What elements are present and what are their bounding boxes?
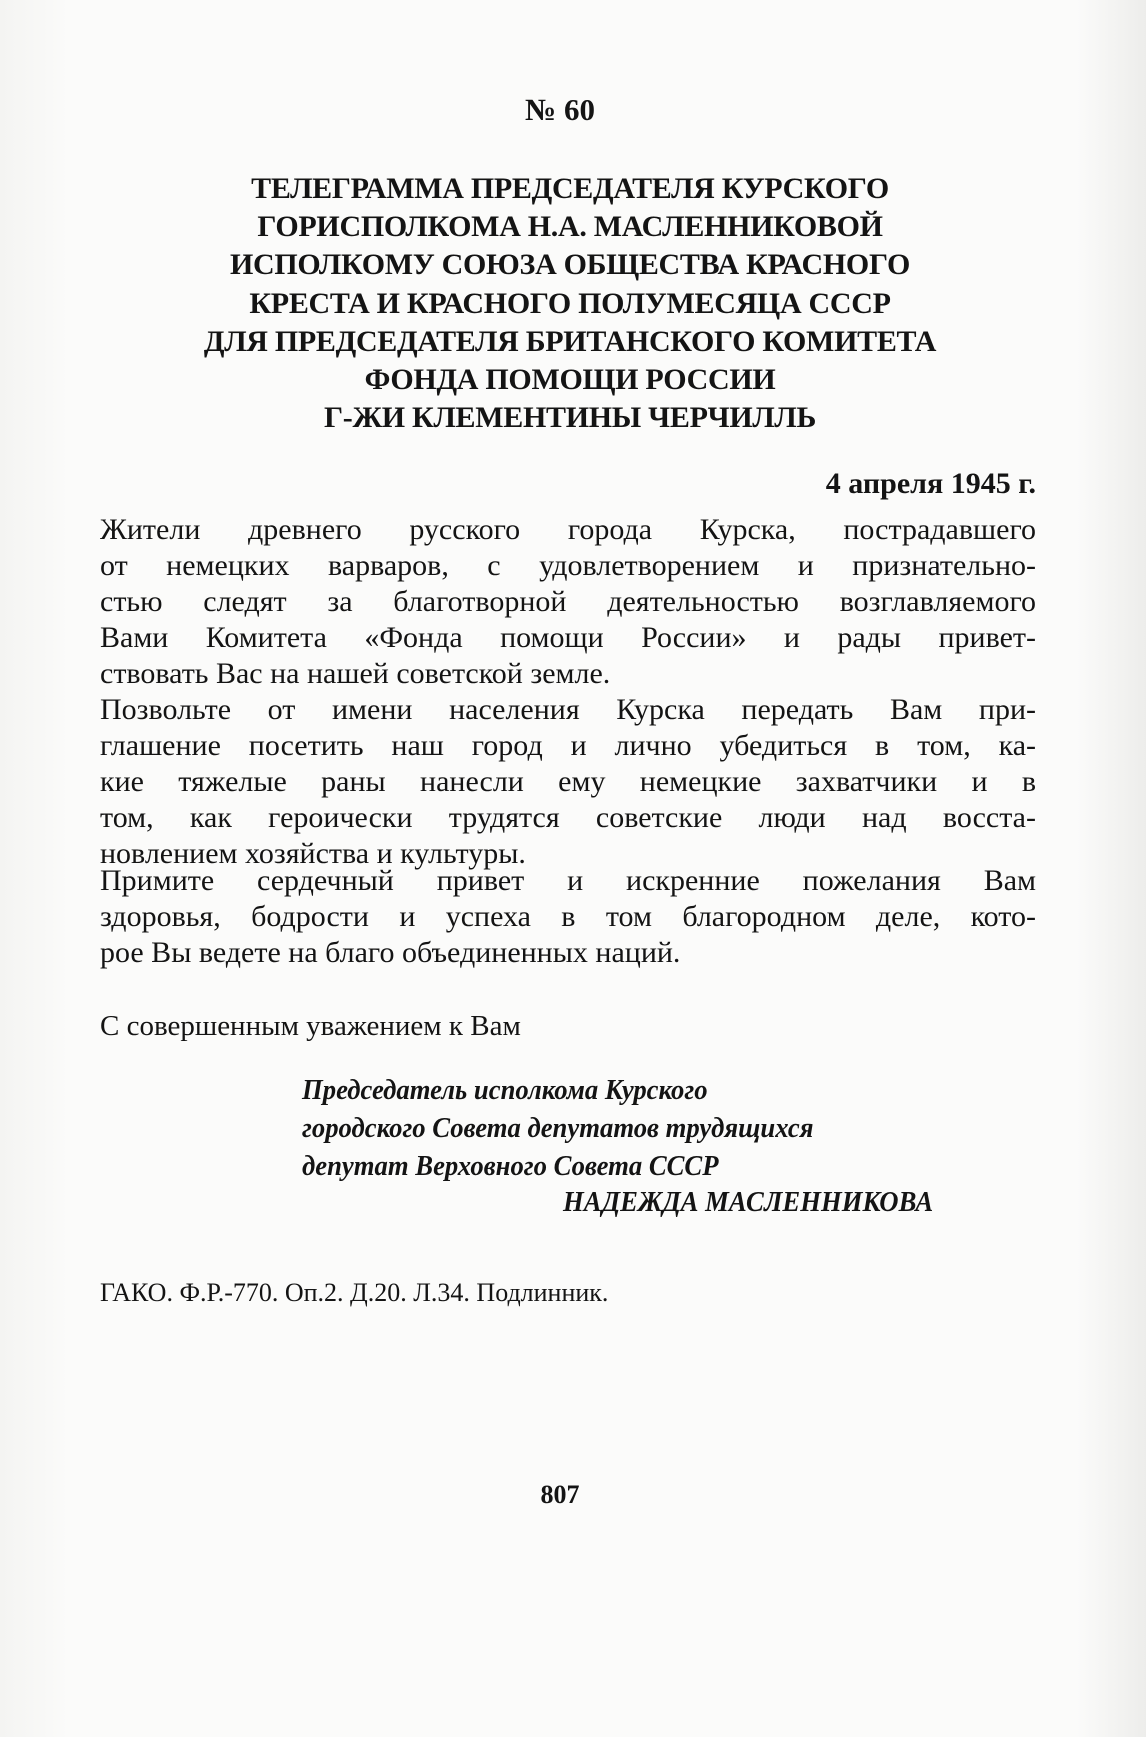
signature-name: НАДЕЖДА МАСЛЕННИКОВА <box>563 1186 934 1218</box>
body-line: Примите сердечный привет и искренние пожелания Вам <box>100 864 1036 897</box>
body-line: глашение посетить наш город и лично убедиться в том, ка- <box>100 729 1036 762</box>
title-line: ТЕЛЕГРАММА ПРЕДСЕДАТЕЛЯ КУРСКОГО <box>251 172 889 205</box>
title-line: ГОРИСПОЛКОМА Н.А. МАСЛЕННИКОВОЙ <box>257 210 883 243</box>
page-number: 807 <box>540 1480 580 1509</box>
document-number: № 60 <box>525 92 595 127</box>
title-line: ФОНДА ПОМОЩИ РОССИИ <box>364 363 776 396</box>
body-line: Позвольте от имени населения Курска передать Вам при- <box>100 693 1036 726</box>
body-line: том, как героически трудятся советские люди над восста- <box>100 801 1036 834</box>
title-line: Г-ЖИ КЛЕМЕНТИНЫ ЧЕРЧИЛЛЬ <box>323 401 817 434</box>
title-line: КРЕСТА И КРАСНОГО ПОЛУМЕСЯЦА СССР <box>249 287 891 320</box>
signature-line: городского Совета депутатов трудящихся <box>302 1112 814 1144</box>
archive-source: ГАКО. Ф.Р.-770. Оп.2. Д.20. Л.34. Подлинник. <box>100 1278 609 1307</box>
title-line: ДЛЯ ПРЕДСЕДАТЕЛЯ БРИТАНСКОГО КОМИТЕТА <box>203 325 937 358</box>
body-line: от немецких варваров, с удовлетворением и признательно- <box>100 549 1036 582</box>
document-date: 4 апреля 1945 г. <box>825 467 1036 500</box>
body-line: Жители древнего русского города Курска, пострадавшего <box>100 513 1036 546</box>
body-line: кие тяжелые раны нанесли ему немецкие захватчики и в <box>100 765 1036 798</box>
closing-line: С совершенным уважением к Вам <box>100 1010 521 1042</box>
body-line: Вами Комитета «Фонда помощи России» и рады привет- <box>100 621 1036 654</box>
body-line: ствовать Вас на нашей советской земле. <box>100 657 611 690</box>
body-line: здоровья, бодрости и успеха в том благородном деле, кото- <box>100 900 1036 933</box>
body-line: стью следят за благотворной деятельностью возглавляемого <box>100 585 1036 618</box>
body-line: новлением хозяйства и культуры. <box>100 837 526 870</box>
body-line: рое Вы ведете на благо объединенных наций. <box>100 936 681 969</box>
signature-line: депутат Верховного Совета СССР <box>302 1150 719 1182</box>
title-line: ИСПОЛКОМУ СОЮЗА ОБЩЕСТВА КРАСНОГО <box>229 248 911 281</box>
signature-line: Председатель исполкома Курского <box>302 1074 708 1106</box>
